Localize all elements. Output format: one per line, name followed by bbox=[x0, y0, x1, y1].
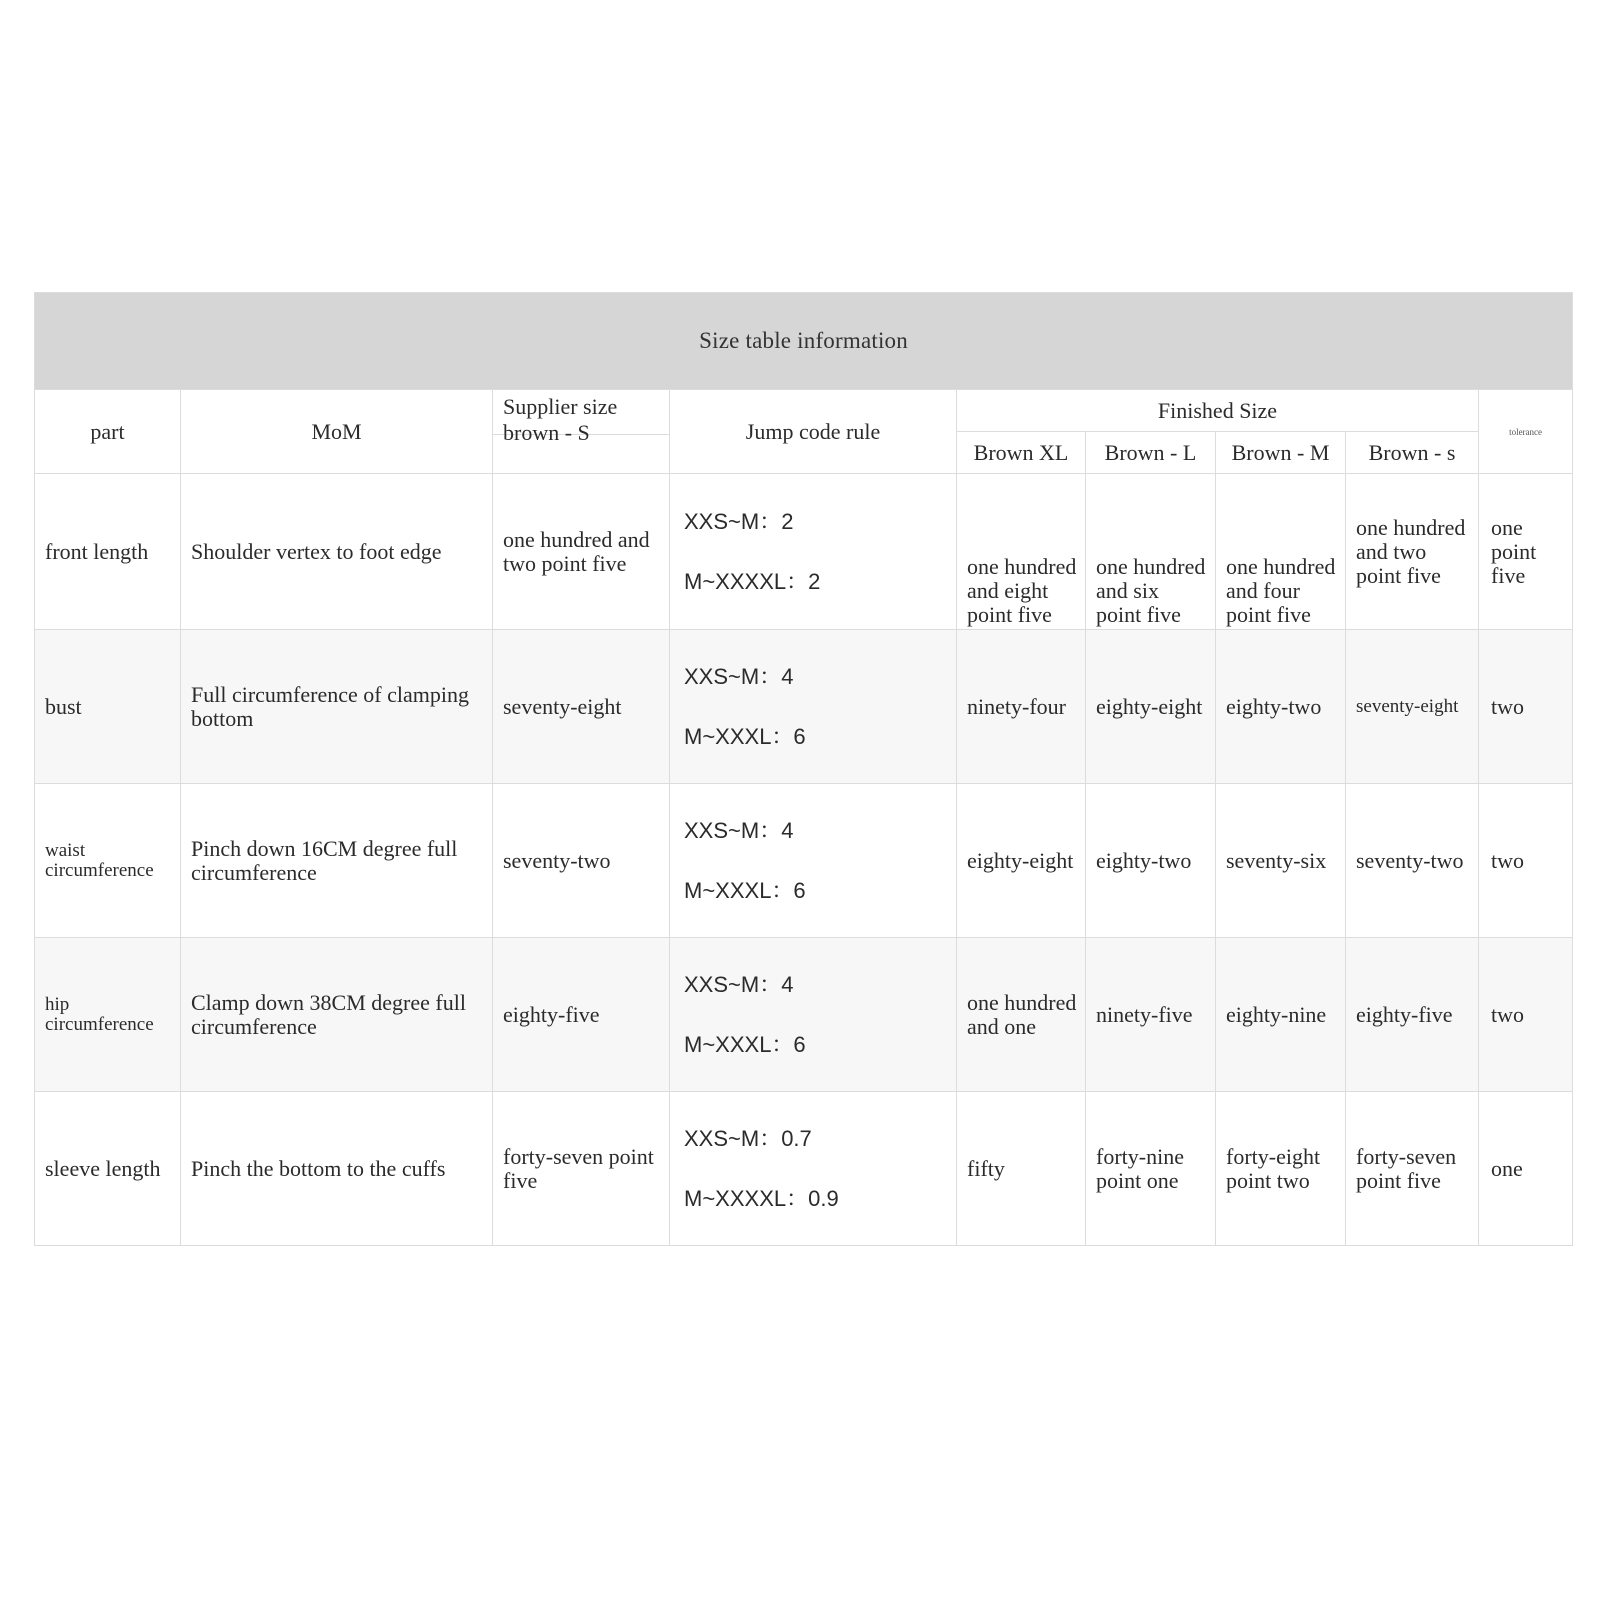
cell-size-s: one hundred and two point five bbox=[1346, 474, 1479, 630]
table-row bbox=[35, 1092, 1573, 1246]
cell-size-xl: fifty bbox=[957, 1092, 1086, 1246]
cell-tolerance: one point five bbox=[1479, 474, 1573, 630]
header-tolerance: tolerance bbox=[1479, 390, 1573, 474]
cell-size-l: eighty-two bbox=[1086, 784, 1216, 938]
cell-supplier: eighty-five bbox=[493, 938, 670, 1092]
header-size-m: Brown - M bbox=[1216, 432, 1346, 474]
cell-part: waist circumference bbox=[35, 784, 181, 938]
cell-supplier: forty-seven point five bbox=[493, 1092, 670, 1246]
cell-size-xl: one hundred and one bbox=[957, 938, 1086, 1092]
cell-jump bbox=[670, 474, 957, 630]
jump-rule-large: M~XXXXL：0.9 bbox=[684, 1185, 839, 1211]
cell-part: sleeve length bbox=[35, 1092, 181, 1246]
cell-size-s: forty-seven point five bbox=[1346, 1092, 1479, 1246]
jump-rule-large: M~XXXL：6 bbox=[684, 1031, 806, 1057]
cell-size-m: seventy-six bbox=[1216, 784, 1346, 938]
cell-mom: Pinch the bottom to the cuffs bbox=[181, 1092, 493, 1246]
cell-part: hip circumference bbox=[35, 938, 181, 1092]
jump-rule-small: XXS~M：4 bbox=[684, 817, 794, 843]
cell-size-s: seventy-two bbox=[1346, 784, 1479, 938]
cell-part: front length bbox=[35, 474, 181, 630]
cell-mom: Full circumference of clamping bottom bbox=[181, 630, 493, 784]
jump-rule-large: M~XXXL：6 bbox=[684, 877, 806, 903]
cell-supplier: one hundred and two point five bbox=[493, 474, 670, 630]
cell-jump bbox=[670, 784, 957, 938]
cell-tolerance: two bbox=[1479, 938, 1573, 1092]
jump-rule-small: XXS~M：0.7 bbox=[684, 1125, 812, 1151]
table-title: Size table information bbox=[35, 293, 1573, 390]
cell-size-m: forty-eight point two bbox=[1216, 1092, 1346, 1246]
size-table bbox=[34, 292, 1573, 1246]
cell-size-xl: one hundred and eight point five bbox=[957, 474, 1086, 630]
header-size-l: Brown - L bbox=[1086, 432, 1216, 474]
cell-size-l: one hundred and six point five bbox=[1086, 474, 1216, 630]
cell-supplier: seventy-eight bbox=[493, 630, 670, 784]
table-row bbox=[35, 784, 1573, 938]
cell-size-l: eighty-eight bbox=[1086, 630, 1216, 784]
cell-supplier: seventy-two bbox=[493, 784, 670, 938]
cell-size-s: eighty-five bbox=[1346, 938, 1479, 1092]
header-part: part bbox=[35, 390, 181, 474]
cell-jump bbox=[670, 938, 957, 1092]
cell-size-m: eighty-two bbox=[1216, 630, 1346, 784]
header-size-s: Brown - s bbox=[1346, 432, 1479, 474]
jump-rule-large: M~XXXL：6 bbox=[684, 723, 806, 749]
header-supplier-size bbox=[493, 390, 670, 474]
cell-tolerance: two bbox=[1479, 784, 1573, 938]
jump-rule-small: XXS~M：4 bbox=[684, 663, 794, 689]
cell-size-m: one hundred and four point five bbox=[1216, 474, 1346, 630]
cell-jump bbox=[670, 630, 957, 784]
jump-rule-small: XXS~M：2 bbox=[684, 508, 794, 534]
cell-size-s: seventy-eight bbox=[1346, 630, 1479, 784]
header-supplier-size-label: Supplier size brown - S bbox=[493, 390, 669, 435]
table-row bbox=[35, 474, 1573, 630]
header-jump-code-rule: Jump code rule bbox=[670, 390, 957, 474]
cell-size-l: forty-nine point one bbox=[1086, 1092, 1216, 1246]
cell-size-l: ninety-five bbox=[1086, 938, 1216, 1092]
cell-mom: Clamp down 38CM degree full circumference bbox=[181, 938, 493, 1092]
cell-size-xl: eighty-eight bbox=[957, 784, 1086, 938]
cell-part: bust bbox=[35, 630, 181, 784]
cell-size-xl: ninety-four bbox=[957, 630, 1086, 784]
jump-rule-large: M~XXXXL：2 bbox=[684, 568, 821, 594]
cell-mom: Shoulder vertex to foot edge bbox=[181, 474, 493, 630]
jump-rule-small: XXS~M：4 bbox=[684, 971, 794, 997]
table-row bbox=[35, 630, 1573, 784]
cell-size-m: eighty-nine bbox=[1216, 938, 1346, 1092]
cell-tolerance: two bbox=[1479, 630, 1573, 784]
cell-jump bbox=[670, 1092, 957, 1246]
header-size-xl: Brown XL bbox=[957, 432, 1086, 474]
cell-tolerance: one bbox=[1479, 1092, 1573, 1246]
header-finished-size: Finished Size bbox=[957, 390, 1479, 432]
cell-mom: Pinch down 16CM degree full circumference bbox=[181, 784, 493, 938]
header-mom: MoM bbox=[181, 390, 493, 474]
table-row bbox=[35, 938, 1573, 1092]
